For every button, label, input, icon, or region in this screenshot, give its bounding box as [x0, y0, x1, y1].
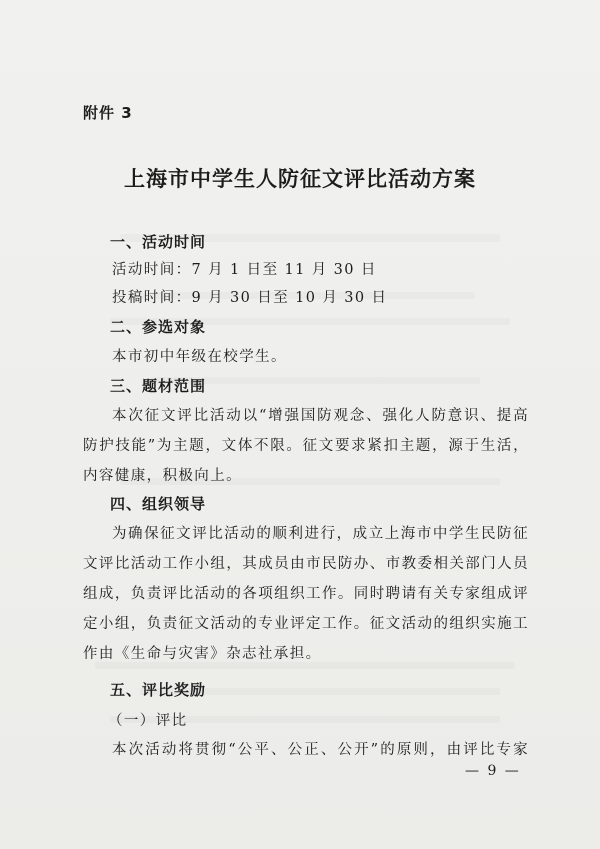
section-heading: 一、活动时间 [110, 233, 207, 251]
section-heading: 二、参选对象 [110, 318, 207, 336]
paragraph-line: 定小组，负责征文活动的专业评定工作。征文活动的组织实施工 [83, 616, 529, 632]
paragraph-line: 本次征文评比活动以“增强国防观念、强化人防意识、提高 [112, 408, 529, 424]
section-heading: 三、题材范围 [110, 377, 207, 395]
paragraph-line: 作由《生命与灾害》杂志社承担。 [83, 646, 322, 662]
paragraph-line: 本市初中年级在校学生。 [112, 349, 287, 365]
paragraph-line: 投稿时间：9 月 30 日至 10 月 30 日 [112, 290, 388, 306]
paragraph-line: 本次活动将贯彻“公平、公正、公开”的原则，由评比专家 [112, 742, 529, 758]
paragraph-line: 为确保征文评比活动的顺利进行，成立上海市中学生民防征 [112, 526, 529, 542]
paragraph-line: 文评比活动工作小组，其成员由市民防办、市教委相关部门人员 [83, 556, 529, 572]
section-heading: 五、评比奖励 [110, 681, 207, 699]
paragraph-line: 活动时间：7 月 1 日至 11 月 30 日 [112, 262, 377, 278]
page-number: — 9 — [465, 763, 521, 779]
paragraph-line: 内容健康，积极向上。 [83, 468, 242, 484]
document-title: 上海市中学生人防征文评比活动方案 [124, 166, 476, 191]
paragraph-line: 防护技能”为主题，文体不限。征文要求紧扣主题，源于生活， [83, 438, 529, 454]
paragraph-line: 组成，负责评比活动的各项组织工作。同时聘请有关专家组成评 [83, 586, 529, 602]
subsection-heading: （一）评比 [108, 713, 188, 729]
bleed-through-mark [95, 662, 515, 669]
attachment-label: 附件 3 [83, 104, 133, 122]
section-heading: 四、组织领导 [110, 495, 207, 513]
